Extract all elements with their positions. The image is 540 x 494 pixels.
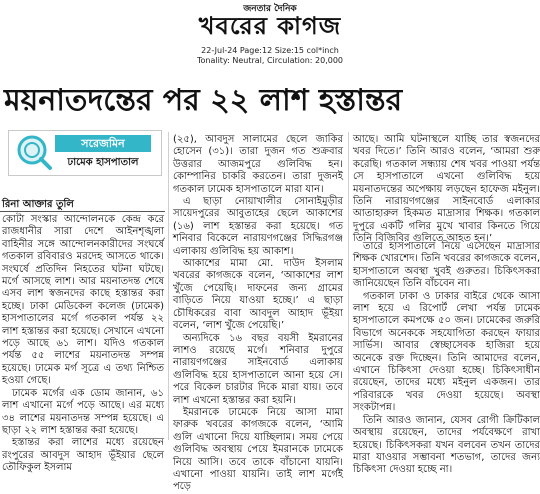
column-divider xyxy=(168,132,169,440)
paragraph: আছে। আমি ঘটনাস্থলে যাচ্ছি তার স্বজনদের খবর দিতে।’ তিনি আরও বলেন, ‘আমরা শুরু করেছি। গতকাল সন্ধ্যায় শেষ খবর পাওয়া পর্যন্ত সে হাসপাতালে এখনো গুলিবিদ্ধ হয়ে ময়নাতদন্তের অপেক্ষায় লড়ছেন হাফেজ মইনুল। তিনি নারায়ণগঞ্জের সাইনবোর্ড এলাকার আতাহারুল হিকমত মাদ্রাসার শিক্ষক। গতকাল দুপুরে একটি গলির মুখে খাবার কিনতে গিয়ে তিনি বিজিবির গুলিতে আহত হন।’ xyxy=(353,134,540,245)
section-label: সরেজমিন xyxy=(55,135,151,152)
byline-divider xyxy=(0,211,165,212)
search-icon xyxy=(15,133,53,171)
column-divider xyxy=(348,132,349,440)
article-column-3-continued xyxy=(353,241,540,476)
article-column-1 xyxy=(2,214,164,474)
clipping-meta-date-page: 22-Jul-24 Page:12 Size:15 col*inch xyxy=(201,46,339,55)
paragraph: (২৫), আবদুস সালামের ছেলে জাকির হোসেন (৩১)। তারা দুজন গত শুক্রবার উত্তরার আজমপুরে গুলিবিদ্ধ হন। কোম্পানির চাকরি করতেন। তারা দুজনই গতকাল ঢামেক হাসপাতালে মারা যান। xyxy=(173,134,343,195)
paragraph: হস্তান্তর করা লাশের মধ্যে রয়েছেন রংপুরের আবদুস আহাদ ভূঁইয়ার ছেলে তৌফিকুল ইসলাম xyxy=(2,437,164,474)
paragraph: ঢামেক মর্গের এক ডোম জানান, ৬১ লাশ এখানো মর্গে পড়ে আছে। এর মধ্যে ৩৪ লাশের ময়নাতদন্ত সম্পন্ন হয়েছে। এ ছাড়া ২২ লাশ হস্তান্তর করা হয়েছে। xyxy=(2,387,164,436)
section-sublabel: ঢামেক হাসপাতাল xyxy=(67,157,139,168)
article-headline: ময়নাতদন্তের পর ২২ লাশ হস্তান্তর xyxy=(4,83,403,118)
paragraph: ইমরানকে ঢামেকে নিয়ে আসা মামা ফারুক খবরের কাগজকে বলেন, ‘আমি গুলি এখানো দিয়ে যাচ্ছিলাম। সময় পেয়ে গুলিবিদ্ধ অবস্থায় পেয়ে ইমরানকে ঢামেকে নিয়ে আসি। তবে তাকে বাঁচানো যায়নি। এখানো পাওয়া যায়নি। তাই লাশ মর্গেই পড়ে xyxy=(173,406,343,493)
byline: রিনা আক্তার তুলি xyxy=(2,199,74,210)
article-column-2 xyxy=(173,134,343,493)
section-tag xyxy=(8,130,162,176)
paragraph: এ ছাড়া নোয়াখালীর সোনাইমুড়ীর সায়েদপুরের আবুতাহের ছেলে আকাশের (১৬) লাশ হস্তান্তর করা হয়েছে। গত শনিবার বিকেলে নারায়ণগঞ্জের সিদ্ধিরগঞ্জ এলাকায় গুলিবিদ্ধ হয় আকাশ। xyxy=(173,196,343,257)
clipping-meta-tonality: Tonality: Neutral, Circulation: 20,000 xyxy=(196,56,344,65)
paragraph: তারে হাসপাতালে নিয়ে এসেছেন মাদ্রাসার শিক্ষক খোরশেদ। তিনি খবরের কাগজকে বলেন, হাসপাতালে অবস্থা খুবই গুরুতর। চিকিৎসকরা জানিয়েছেন তিনি বাঁচবেন না। xyxy=(353,241,540,290)
paragraph: তিনি আরও জানান, যেসব রোগী ক্রিটিকাল অবস্থায় রয়েছেন, তাদের পর্যবেক্ষণে রাখা হয়েছে। চিকিৎসকরা যখন বলবেন তখন তাদের মারা যাওয়ার সম্ভাবনা শতভাগ, তাদের জন্য চিকিৎসা দেওয়া হচ্ছে না। xyxy=(353,414,540,476)
paragraph: কোটা সংস্কার আন্দোলনকে কেন্দ্র করে রাজধানীর সারা দেশে আইনশৃঙ্খলা বাহিনীর সঙ্গে আন্দোলনকারীদের সংঘর্ষে গতকাল রবিবারও মরদেহ আসতে থাকে। সংঘর্ষে প্রতিদিন নিহতের ঘটনা ঘটছে। মর্গে আসছে লাশ। আর ময়নাতদন্ত শেষে এসব লাশ স্বজনদের কাছে হস্তান্তর করা হচ্ছে। ঢাকা মেডিকেল কলেজ (ঢামেক) হাসপাতালের মর্গে গতকাল পর্যন্ত ২২ লাশ হস্তান্তর করা হয়েছে। সেখানে এখনো পড়ে আছে ৬১ লাশ। যদিও গতকাল পর্যন্ত ৫৫ লাশের ময়নাতদন্ত সম্পন্ন হয়েছে। ঢামেক মর্গ সূত্রে এ তথ্য নিশ্চিত হওয়া গেছে। xyxy=(2,214,164,387)
paragraph: গতকাল ঢাকা ও ঢাকার বাইরে থেকে আসা লাশ হয়ে এ রিপোর্ট লেখা পর্যন্ত ঢামেক হাসপাতালে কমপক্ষে ৫০ জন। ঢামেকের জরুরি বিভাগে অনেককে সহযোগিতা করছেন ফায়ার সার্ভিস। আবার স্বেচ্ছাসেবক হাজিরা হয়ে অনেকে রক্ত দিচ্ছেন। তিনি আমাদের বলেন, এখানে চিকিৎসা দেওয়া হচ্ছে। চিকিৎসাধীন রয়েছেন, তাদের মধ্যে মইনুল একজন। তার পরিবারকে খবর দেওয়া হয়েছে। অবস্থা সংকটাপন্ন। xyxy=(353,290,540,414)
article-column-3 xyxy=(353,134,540,245)
newspaper-name: খবরের কাগজ xyxy=(198,12,342,40)
paragraph: অন্যদিকে ১৬ বছর বয়সী ইমরানের লাশও রয়েছে মর্গে। শনিবার দুপুরে নারায়ণগঞ্জের সাইনবোর্ড এলাকায় গুলিবিদ্ধ হয়ে হাসপাতালে আনা হয়ে সে। পরে বিকেল চারটার দিকে মারা যায়। তবে লাশ এখনো হস্তান্তর করা হয়নি। xyxy=(173,332,343,406)
paragraph: আকাশের মামা মো. দাউদ ইসলাম খবরের কাগজকে বলেন, ‘আকাশের লাশ খুঁজে পেয়েছি। দাফনের জন্য গ্রামের বাড়িতে নিয়ে যাওয়া হচ্ছে।’ এ ছাড়া চৌধিকরের বাবা আবদুল আহাদ ভূঁইয়া বলেন, ‘লাশ খুঁজে পেয়েছি।’ xyxy=(173,258,343,332)
newspaper-tagline: জনতার দৈনিক xyxy=(243,4,297,14)
